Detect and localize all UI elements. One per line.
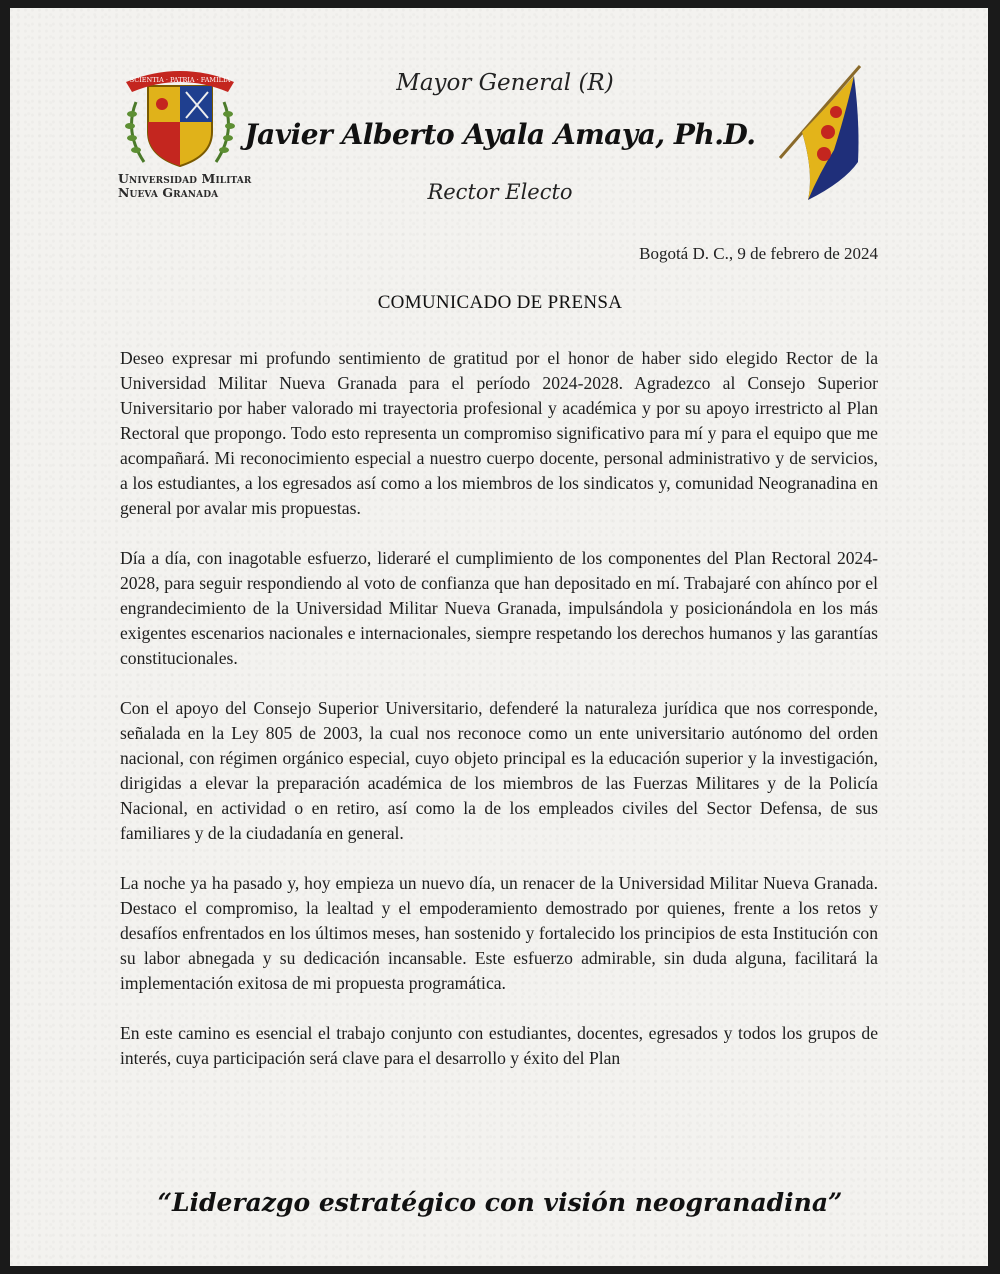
author-name: Javier Alberto Ayala Amaya, Ph.D. — [244, 118, 756, 151]
paragraph-2: Día a día, con inagotable esfuerzo, lideraré el cumplimiento de los componentes del Plan Rectoral 2024-2028, para seguir respondiendo al voto de confianza que han depositado en mí. Trabajaré con ahínco por el engrandecimiento de la Universidad Militar Nueva Granada, impulsándola y posicionándola en los más exigentes escenarios nacionales e internacionales, siempre respetando los derechos humanos y las garantías constitucionales. — [120, 548, 878, 668]
university-name-line2: Nueva Granada — [118, 185, 219, 200]
university-crest-icon — [118, 62, 242, 172]
slogan-footer: “Liderazgo estratégico con visión neogranadina” — [157, 1188, 843, 1217]
document-title: COMUNICADO DE PRENSA — [377, 292, 623, 313]
logo-motto: SCIENTIA · PATRIA · FAMILIA — [129, 76, 231, 84]
university-flag-icon — [774, 62, 866, 206]
paragraph-3: Con el apoyo del Consejo Superior Universitario, defenderé la naturaleza jurídica que nos corresponde, señalada en la Ley 805 de 2003, la cual nos reconoce como un ente universitario autónomo del orden nacional, con régimen orgánico especial, cuyo objeto principal es la educación superior y la investigación, dirigidas a elevar la preparación académica de los miembros de las Fuerzas Militares y de la Policía Nacional, en actividad o en retiro, así como la de los empleados civiles del Sector Defensa, de sus familiares y de la ciudadanía en general. — [120, 698, 878, 843]
letter-body — [120, 346, 878, 1096]
university-name-line1: Universidad Militar — [118, 171, 252, 186]
paragraph-1: Deseo expresar mi profundo sentimiento de gratitud por el honor de haber sido elegido Rector de la Universidad Militar Nueva Granada para el período 2024-2028. Agradezco al Consejo Superior Universitario por haber valorado mi trayectoria profesional y académica y por su apoyo irrestricto al Plan Rectoral que propongo. Todo esto representa un compromiso significativo para mí y para el equipo que me acompañará. Mi reconocimiento especial a nuestro cuerpo docente, personal administrativo y de servicios, a los estudiantes, a los egresados así como a los miembros de los sindicatos y, comunidad Neogranadina en general por avalar mis propuestas. — [120, 348, 878, 518]
paragraph-5: En este camino es esencial el trabajo conjunto con estudiantes, docentes, egresados y todos los grupos de interés, cuya participación será clave para el desarrollo y éxito del Plan — [120, 1023, 878, 1068]
author-role: Rector Electo — [427, 180, 573, 204]
paragraph-4: La noche ya ha pasado y, hoy empieza un nuevo día, un renacer de la Universidad Militar Nueva Granada. Destaco el compromiso, la lealtad y el empoderamiento demostrado por quienes, frente a los retos y desafíos enfrentados en los últimos meses, han sostenido y fortalecido los principios de esta Institución con su labor abnegada y su dedicación incansable. Este esfuerzo admirable, sin duda alguna, facilitará la implementación exitosa de mi propuesta programática. — [120, 873, 878, 993]
university-name — [118, 171, 252, 200]
letter-date: Bogotá D. C., 9 de febrero de 2024 — [639, 244, 878, 263]
author-rank: Mayor General (R) — [396, 70, 614, 96]
